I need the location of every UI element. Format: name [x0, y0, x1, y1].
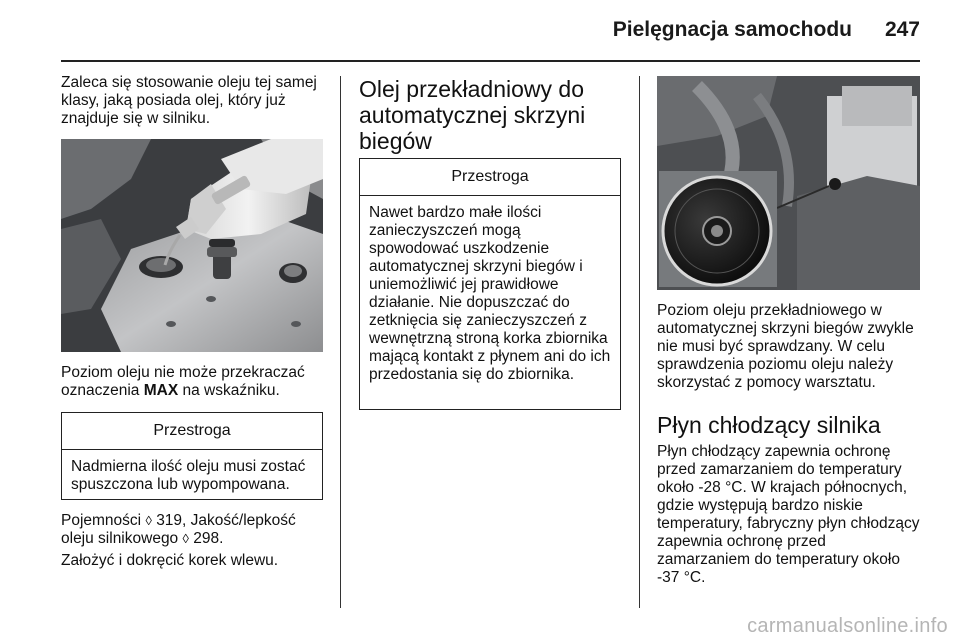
engine-oil-photo: [61, 139, 323, 352]
max-mark-label: MAX: [143, 382, 179, 399]
engine-oil-filling-illustration: [61, 139, 323, 352]
page-ref-icon: ◊: [145, 513, 152, 528]
section-title-transmission-oil: Olej przekładniowy do automatycznej skrzyni biegów: [359, 76, 586, 154]
warning-text: Nawet bardzo małe ilości zanieczyszczeń mogą spowodować uszkodzenie automatycznej skrzyni biegów i uniemożliwić jej prawidłowe działanie. Nie dopuszczać do zetknięcia się zanieczyszczeń z wewnętrzną stroną korka zbiornika mającą kontakt z płynem ani do ich przedostania się do zbiornika.: [369, 204, 611, 383]
coolant-protection-text: Płyn chłodzący zapewnia ochronę przed zamarzaniem do temperatury około -28 °C. W krajach północnych, gdzie występują bardzo niskie temperatury, fabryczny płyn chłodzący zapewnia ochronę przed zamarzaniem do temperatury około -37 °C.: [657, 443, 920, 586]
site-watermark: carmanualsonline.info: [747, 615, 948, 637]
chapter-title: Pielęgnacja samochodu: [612, 18, 852, 41]
oil-max-level-text: Poziom oleju nie może przekraczać oznaczenia MAX na wskaźniku.: [61, 364, 305, 399]
transmission-fluid-cap-illustration: [657, 76, 920, 290]
transmission-level-text: Poziom oleju przekładniowego w automatycznej skrzyni biegów zwykle nie musi być sprawdzany. W celu sprawdzenia poziomu oleju należy skorzystać z pomocy warsztatu.: [657, 302, 914, 391]
oil-recommendation-text: Zaleca się stosowanie oleju tej samej klasy, jaką posiada olej, który już znajduje się w silniku.: [61, 74, 317, 127]
oil-quality-link[interactable]: 298.: [193, 530, 224, 547]
cap-instruction-text: Założyć i dokręcić korek wlewu.: [61, 552, 279, 569]
warning-box-contamination: [359, 158, 621, 410]
capacity-link[interactable]: 319, Jakość/lepkość oleju silnikowego: [61, 512, 296, 547]
column-divider-1: [340, 76, 341, 608]
warning-text: Nadmierna ilość oleju musi zostać spuszczona lub wypompowana.: [71, 458, 306, 493]
column-divider-2: [639, 76, 640, 608]
page-header: [0, 0, 960, 62]
warning-title: Przestroga: [62, 413, 322, 450]
warning-box-oil-excess: [61, 412, 323, 500]
capacity-reference-text: Pojemności ◊ 319, Jakość/lepkość oleju silnikowego ◊ 298.: [61, 512, 296, 547]
transmission-fluid-photo: [657, 76, 920, 290]
warning-title: Przestroga: [360, 159, 620, 196]
header-divider: [61, 60, 920, 62]
section-title-coolant: Płyn chłodzący silnika: [657, 412, 881, 438]
page-number: 247: [884, 18, 920, 41]
page-ref-icon: ◊: [182, 531, 189, 546]
